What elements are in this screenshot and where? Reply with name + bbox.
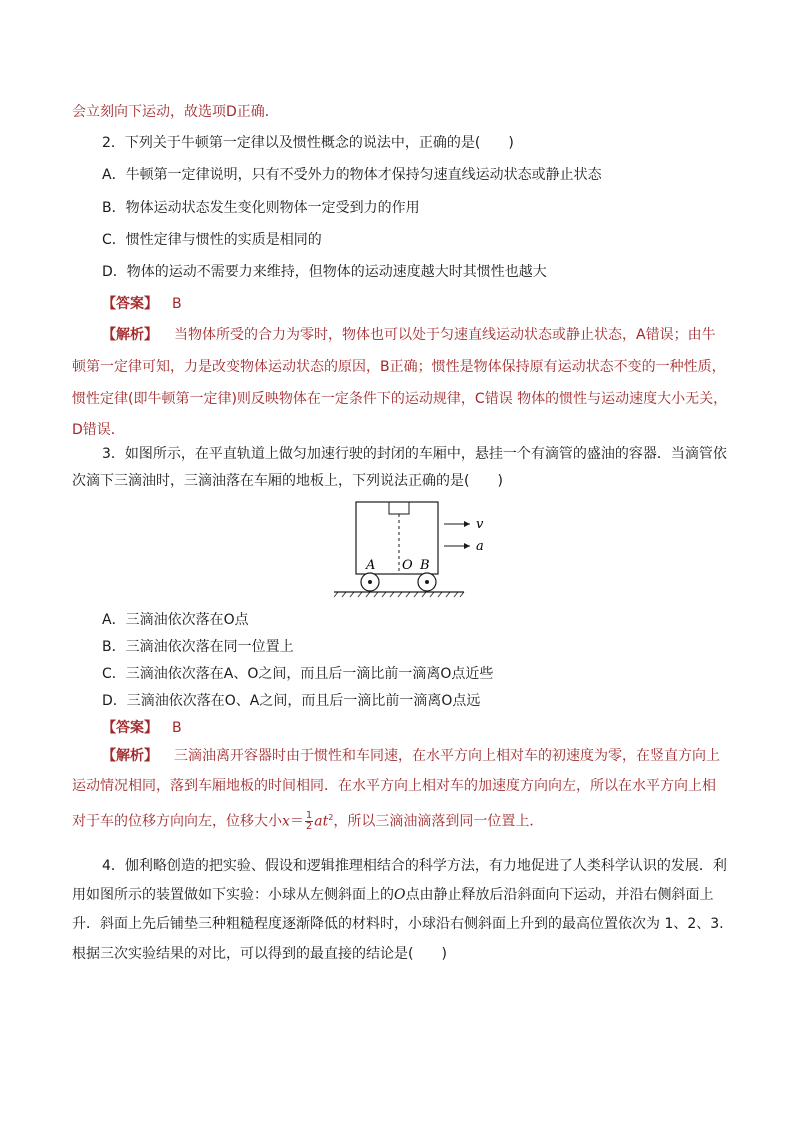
oil-container bbox=[389, 502, 409, 514]
question-2-option-d: D．物体的运动不需要力来维持，但物体的运动速度越大时其惯性也越大 bbox=[102, 264, 547, 280]
question-3-explanation-2: 运动情况相同，落到车厢地板的时间相同．在水平方向上相对车的加速度方向向左，所以在水平方向上相 bbox=[72, 778, 716, 794]
answer-tag: 【答案】 bbox=[102, 296, 158, 312]
fraction-one-half: $\frac{1}{2}$ bbox=[305, 810, 313, 833]
question-3-option-d: D．三滴油依次落在O、A之间，而且后一滴比前一滴离O点远 bbox=[102, 693, 481, 709]
answer-value: B bbox=[172, 720, 182, 736]
velocity-arrowhead bbox=[464, 521, 470, 527]
point-o-label: O bbox=[402, 558, 413, 573]
question-2-option-b: B．物体运动状态发生变化则物体一定受到力的作用 bbox=[102, 200, 420, 216]
question-3-stem-1: 3．如图所示，在平直轨道上做匀加速行驶的封闭的车厢中，悬挂一个有滴管的盛油的容器．当滴管依 bbox=[102, 446, 727, 462]
question-4-stem-2: 用如图所示的装置做如下实验：小球从左侧斜面上的O点由静止释放后沿斜面向下运动，并沿右侧斜面上 bbox=[72, 887, 714, 903]
ground-hatching bbox=[334, 592, 464, 597]
answer-tag: 【答案】 bbox=[102, 720, 158, 736]
question-2-answer bbox=[102, 294, 182, 314]
question-3-option-a: A．三滴油依次落在O点 bbox=[102, 612, 249, 628]
answer-value: B bbox=[172, 296, 182, 312]
question-3-option-b: B．三滴油依次落在同一位置上 bbox=[102, 639, 294, 655]
question-2-explanation-4: D错误． bbox=[72, 422, 125, 438]
question-2-explanation-2: 顿第一定律可知，力是改变物体运动状态的原因，B正确；惯性是物体保持原有运动状态不变的一种性质， bbox=[72, 359, 726, 375]
point-a-label: A bbox=[366, 558, 376, 573]
question-4-stem-1: 4．伽利略创造的把实验、假设和逻辑推理相结合的科学方法，有力地促进了人类科学认识的发展．利 bbox=[102, 858, 727, 874]
explanation-tag: 【解析】 bbox=[102, 327, 158, 343]
question-4-stem-3: 升．斜面上先后铺垫三种粗糙程度逐渐降低的材料时，小球沿右侧斜面上升到的最高位置依次为 1、2、3. bbox=[72, 916, 724, 932]
train-car-diagram bbox=[334, 496, 494, 604]
question-2-option-a: A．牛顿第一定律说明，只有不受外力的物体才保持匀速直线运动状态或静止状态 bbox=[102, 167, 602, 183]
question-3-explanation-1: 【解析】 三滴油离开容器时由于惯性和车同速，在水平方向上相对车的初速度为零，在竖直方向上 bbox=[102, 748, 720, 764]
velocity-label: v bbox=[476, 517, 484, 532]
prev-answer-tail: 会立刻向下运动，故选项D正确． bbox=[72, 104, 279, 120]
question-3-stem-2: 次滴下三滴油时，三滴油落在车厢的地板上，下列说法正确的是( ) bbox=[72, 473, 503, 489]
question-2-explanation-3: 惯性定律(即牛顿第一定律)则反映物体在一定条件下的运动规律，C错误 物体的惯性与运动速度大小无关， bbox=[72, 391, 728, 407]
question-4-stem-4: 根据三次实验结果的对比，可以得到的最直接的结论是( ) bbox=[72, 946, 447, 962]
question-3-explanation-3: 对于车的位移方向向左，位移大小x＝ $\frac{1}{2}$ $at^2$，所以三滴油滴落到同一位置上． bbox=[72, 810, 544, 833]
point-b-label: B bbox=[420, 558, 430, 573]
question-3-option-c: C．三滴油依次落在A、O之间，而且后一滴比前一滴离O点近些 bbox=[102, 666, 494, 682]
acceleration-label: a bbox=[476, 539, 484, 554]
question-2-explanation-1: 【解析】 当物体所受的合力为零时，物体也可以处于匀速直线运动状态或静止状态，A错误；由牛 bbox=[102, 327, 716, 343]
explanation-tag: 【解析】 bbox=[102, 748, 158, 764]
question-2-option-c: C．惯性定律与惯性的实质是相同的 bbox=[102, 232, 322, 248]
question-2-stem: 2．下列关于牛顿第一定律以及惯性概念的说法中，正确的是( ) bbox=[102, 135, 514, 151]
question-3-answer bbox=[102, 718, 182, 738]
acceleration-arrowhead bbox=[464, 543, 470, 549]
